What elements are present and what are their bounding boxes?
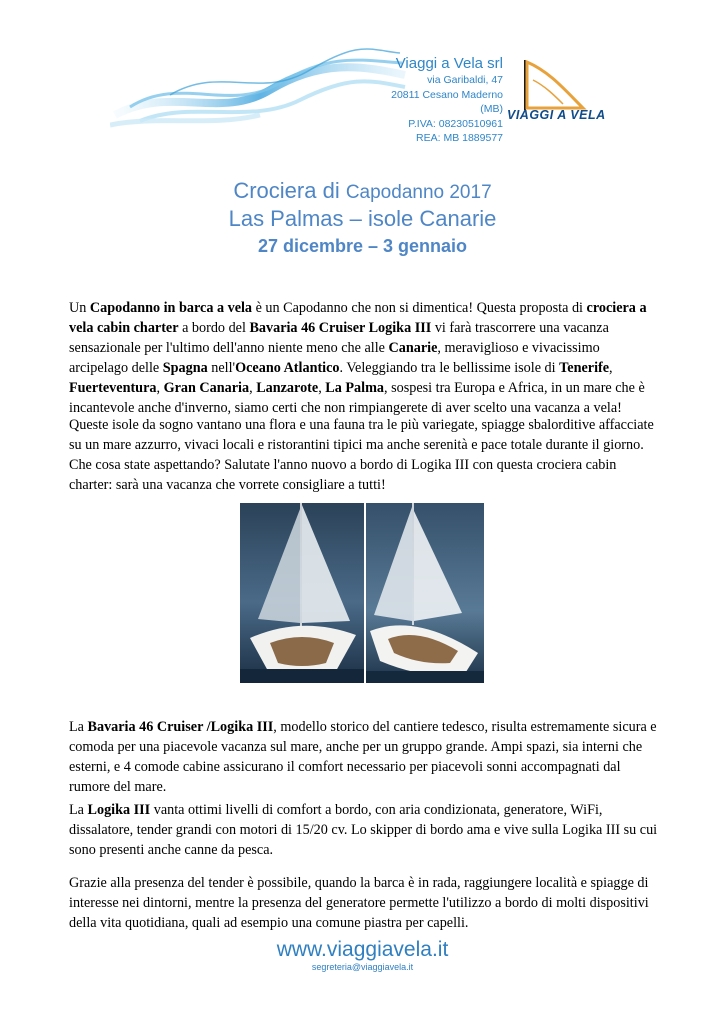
bold-text: Lanzarote [256,380,319,396]
wave-logo-icon [110,45,410,130]
islands-paragraph: Queste isole da sogno vantano una flora e una fauna tra le più variegate, spiagge sbalorditive affacciate su un mare azzurro, vivaci locali e ristorantini tipici ma anche serenità e pace totale durante il giorno. Che cosa state aspettando? Salutate l'anno nuovo a bordo di Logika III con questa crociera cabin charter: sarà una vacanza che vorrete consigliare a tutti! [69,417,654,493]
company-rea: REA: MB 1889577 [416,132,503,144]
text-run: a bordo del [178,320,250,336]
text-run: , [318,380,326,396]
boat-photo-2 [366,503,484,683]
company-piva: P.IVA: 08230510961 [408,117,503,130]
bold-text: La Palma [325,380,384,396]
bold-text: Bavaria 46 Cruiser Logika III [249,320,432,336]
boat-photos [240,503,484,683]
company-city: 20811 Cesano Maderno (MB) [391,88,503,115]
page-dates: 27 dicembre – 3 gennaio [257,236,468,256]
company-address: via Garibaldi, 47 [427,74,503,86]
bold-text: Fuerteventura [69,380,157,396]
tender-paragraph: Grazie alla presenza del tender è possibile, quando la barca è in rada, raggiungere località e spiagge di interesse nei dintorni, mentre la presenza del generatore permette l'utilizzo a bordo di molti dispositivi della vita quotidiana, quali ad esempio una comune piastra per capelli. [69,875,649,931]
text-run: nell' [207,360,236,376]
text-run: , meraviglioso e vivacissimo arcipelago delle [69,340,600,376]
text-run: Un [69,300,90,316]
text-run: , sospesi tra Europa e Africa, in un mare che è incantevole anche d'inverno, siamo certi che non rimpiangerete di aver scelto una vacanza a vela! [69,380,645,416]
bold-text: Canarie [388,340,438,356]
text-run: . Veleggiando tra le bellissime isole di [339,360,560,376]
bold-text: Bavaria 46 Cruiser /Logika III [87,719,274,735]
bold-text: Capodanno in barca a vela [89,300,253,316]
footer-website-link[interactable]: www.viaggiavela.it [276,938,449,961]
bold-text: Logika III [87,802,151,818]
text-run: , modello storico del cantiere tedesco, risulta estremamente sicura e comoda per una piacevole vacanza sul mare, anche per un gruppo grande. Ampi spazi, sia interni che esterni, e 4 comode cabine assicurano il comfort necessario per piacevoli sonni accompagnati dal rumore del mare. [69,719,657,795]
logo-wordmark: VIAGGI A VELA [507,108,606,122]
bold-text: crociera a vela cabin charter [69,300,647,336]
title-part-b: Capodanno 2017 [345,182,492,203]
letterhead [0,0,725,160]
bold-text: Tenerife [559,360,610,376]
title-part-a: Crociera di [233,178,346,203]
text-run: è un Capodanno che non si dimentica! Questa proposta di [252,300,587,316]
boat-photo-1 [240,503,364,683]
comfort-paragraph [69,800,661,860]
text-run: , [249,380,257,396]
footer-email-link[interactable]: segreteria@viaggiavela.it [311,962,414,972]
text-run: La [69,802,88,818]
bold-text: Oceano Atlantico [235,360,340,376]
text-run: vanta ottimi livelli di comfort a bordo, con aria condizionata, generatore, WiFi, dissalatore, tender grandi con motori di 15/20 cv. Lo skipper di bordo ama e vive sulla Logika III su cui sono presenti anche canne da pesca. [69,802,658,858]
company-info [373,54,503,146]
page-title [0,178,725,204]
text-run: La [69,719,88,735]
page-subtitle: Las Palmas – isole Canarie [228,206,497,231]
bold-text: Spagna [162,360,208,376]
text-run: vi farà trascorrere una vacanza sensazionale per l'ultimo dell'anno niente meno che alle [69,320,609,356]
intro-paragraph [69,298,661,418]
text-run: , [609,360,613,376]
text-run: , [156,380,164,396]
boat-paragraph [69,717,661,797]
company-name: Viaggi a Vela srl [395,55,503,72]
bold-text: Gran Canaria [163,380,250,396]
